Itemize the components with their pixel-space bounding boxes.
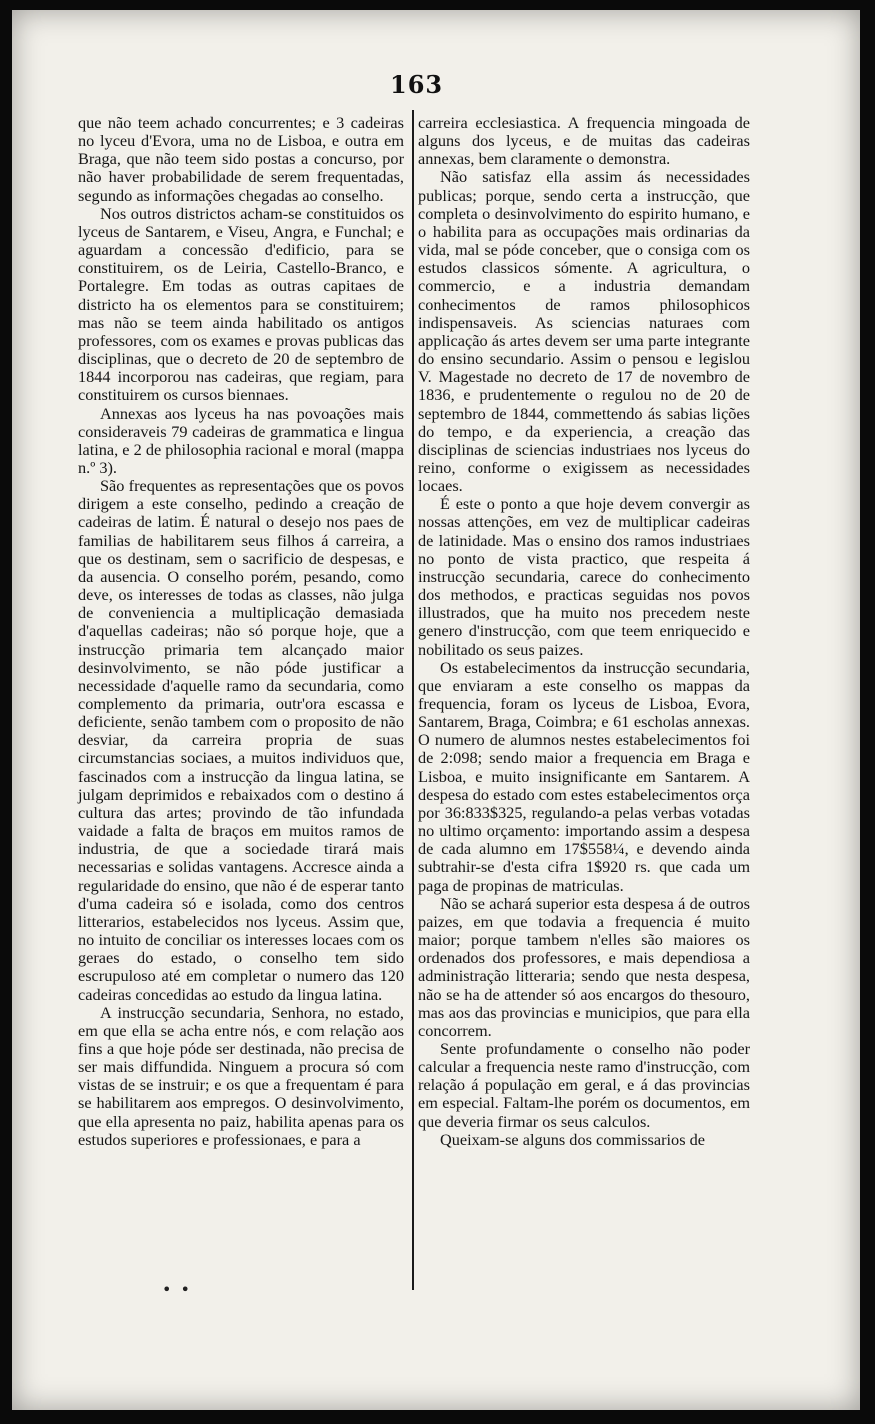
column-divider	[412, 110, 414, 1290]
paragraph: Não satisfaz ella assim ás necessidades publicas; porque, sendo certa a instrucção, que completa o desinvolvimento do espirito humano, e o habilita para as occupações mais ordinarias da vida, mal se póde conceber, que o consiga com os estudos classicos sómente. A agricultura, o commercio, e a industria demandam conhecimentos de ramos philosophicos indispensaveis. As sciencias naturaes com applicação ás artes devem ser uma parte integrante do ensino secundario. Assim o pensou e legislou V. Magestade no decreto de 17 de novembro de 1836, e prudentemente o regulou no de 20 de septembro de 1844, commettendo ás sabias lições do tempo, e da experiencia, a creação das disciplinas de sciencias industriaes nos lyceus do reino, conforme o exigissem as necessidades locaes.	[418, 167, 750, 496]
paragraph: carreira ecclesiastica. A frequencia mingoada de alguns dos lyceus, e de muitas das cadeiras annexas, bem claramente o demonstra.	[418, 113, 750, 169]
footer-mark: • •	[162, 1280, 192, 1299]
right-column	[418, 114, 750, 1149]
paragraph: São frequentes as representações que os povos dirigem a este conselho, pedindo a creação de cadeiras de latim. É natural o desejo nos paes de familias de habilitarem seus filhos á carreira, a que os destinam, sem o sacrificio de despesas, e da ausencia. O conselho porém, pesando, como deve, os interesses de todas as classes, não julga de conveniencia a multiplicação demasiada d'aquellas cadeiras; não só porque hoje, que a instrucção primaria tem alcançado maior desinvolvimento, se não póde justificar a necessidade d'aquelle ramo da secundaria, como complemento da primaria, outr'ora escassa e deficiente, senão tambem com o proposito de não desviar, da carreira propria de suas circumstancias sociaes, a muitos individuos que, fascinados com a instrucção da lingua latina, se julgam deprimidos e rebaixados com o destino á cultura das artes; provindo de tão infundada vaidade a falta de braços em muitos ramos de industria, de que a sociedade tirará mais necessarias e solidas vantagens. Accresce ainda a regularidade do ensino, que não é de esperar tanto d'uma cadeira só e isolada, como dos centros litterarios, estabelecidos nos lyceus. Assim que, no intuito de conciliar os interesses locaes com os geraes do estado, o conselho tem sido escrupuloso até em completar o numero das 120 cadeiras concedidas ao estudo da lingua latina.	[78, 476, 404, 1004]
paragraph: Nos outros districtos acham-se constituidos os lyceus de Santarem, e Viseu, Angra, e Funchal; e aguardam a concessão d'edificio, para se constituirem, os de Leiria, Castello-Branco, e Portalegre. Em todas as outras capitaes de districto ha os elementos para se constituirem; mas não se teem ainda habilitado os antigos professores, com os exames e provas publicas das disciplinas, que o decreto de 20 de septembro de 1844 incorporou nas cadeiras, que regiam, para constituirem os cursos biennaes.	[78, 203, 404, 405]
paragraph: A instrucção secundaria, Senhora, no estado, em que ella se acha entre nós, e com relação aos fins a que hoje póde ser destinada, não precisa de ser mais diffundida. Ninguem a procura só com vistas de se instruir; e os que a frequentam é para se habilitarem aos empregos. O desinvolvimento, que ella apresenta no paiz, habilita apenas para os estudos superiores e professionaes, e para a	[78, 1002, 404, 1149]
page-number: 163	[390, 70, 444, 99]
paragraph: Sente profundamente o conselho não poder calcular a frequencia neste ramo d'instrucção, com relação á população em geral, e á das provincias em especial. Faltam-lhe porém os documentos, em que deveria firmar os seus calculos.	[418, 1038, 750, 1131]
paragraph: Annexas aos lyceus ha nas povoações mais consideraveis 79 cadeiras de grammatica e lingua latina, e 2 de philosophia racional e moral (mappa n.º 3).	[78, 403, 404, 477]
paragraph: que não teem achado concurrentes; e 3 cadeiras no lyceu d'Evora, uma no de Lisboa, e outra em Braga, que não teem sido postas a concurso, por não haver probabilidade de serem frequentadas, segundo as informações chegadas ao conselho.	[78, 113, 404, 205]
paragraph: Não se achará superior esta despesa á de outros paizes, em que todavia a frequencia é muito maior; porque tambem n'elles são maiores os ordenados dos professores, e mais dependiosa a administração litteraria; sendo que nesta despesa, não se ha de attender só aos encargos do thesouro, mas aos das provincias e municipios, que para ella concorrem.	[418, 893, 750, 1040]
paragraph: Os estabelecimentos da instrucção secundaria, que enviaram a este conselho os mappas da frequencia, foram os lyceus de Lisboa, Evora, Santarem, Braga, Coimbra; e 61 escholas annexas. O numero de alumnos nestes estabelecimentos foi de 2:098; sendo maior a frequencia em Braga e Lisboa, e muito insignificante em Santarem. A despesa do estado com estes estabelecimentos orça por 36:833$325, regulando-a pelas verbas votadas no ultimo orçamento: importando assim a despesa de cada alumno em 17$558¼, e devendo ainda subtrahir-se d'esta cifra 1$920 rs. que cada um paga de propinas de matriculas.	[418, 657, 750, 895]
paragraph: Queixam-se alguns dos commissarios de	[440, 1129, 705, 1149]
left-column	[78, 114, 404, 1149]
paragraph: É este o ponto a que hoje devem convergir as nossas attenções, em vez de multiplicar cadeiras de latinidade. Mas o ensino dos ramos industriaes no ponto de vista practico, que respeita á instrucção secundaria, carece do conhecimento dos methodos, e practicas seguidas nos povos illustrados, que ha muito nos precedem neste genero d'instrucção, com que teem enriquecido e nobilitado os seus paizes.	[418, 494, 750, 659]
document-page	[12, 10, 860, 1410]
